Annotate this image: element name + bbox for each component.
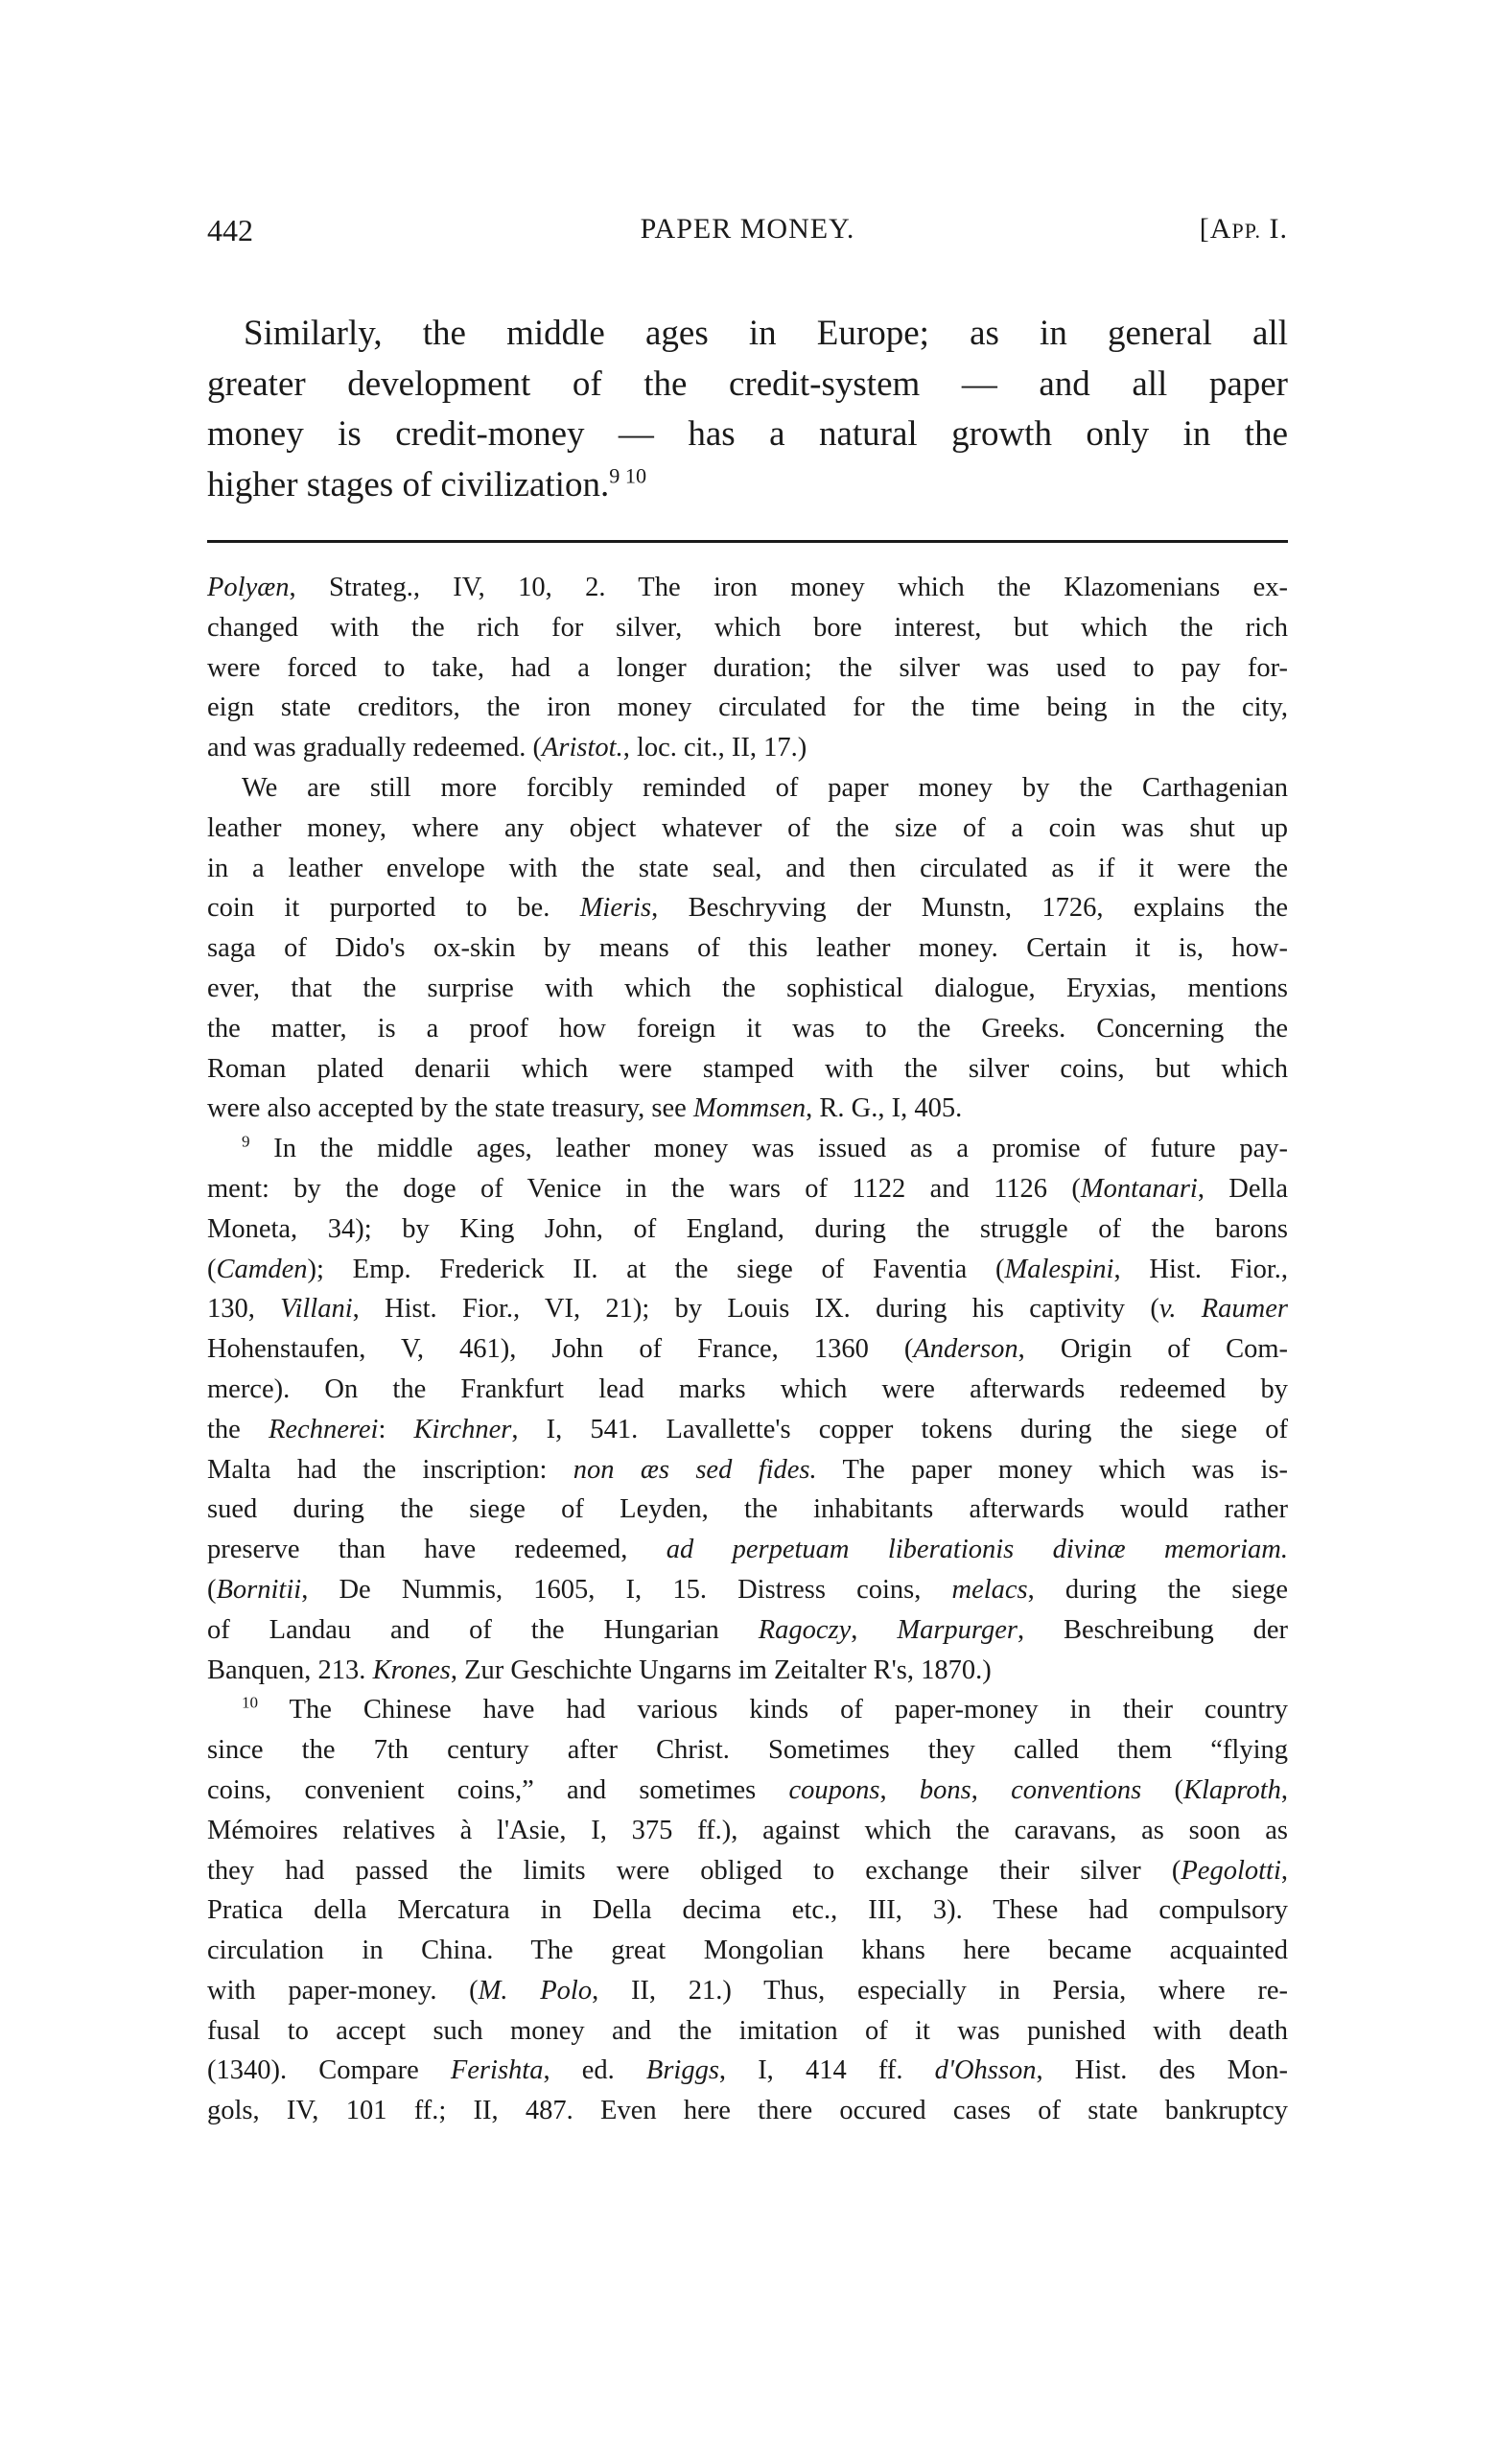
text-run: they had passed the limits were obliged to exchange their silver ( — [207, 1855, 1181, 1886]
italic-run: Rechnerei — [268, 1414, 379, 1444]
text-run: , ed. — [543, 2055, 646, 2086]
text-run: higher stages of civilization. — [207, 464, 610, 505]
text-line — [207, 1370, 1288, 1410]
text-line — [207, 1450, 1288, 1490]
footnotes — [207, 568, 1288, 2131]
text-run: We are still more forcibly reminded of paper money by the Carthagenian — [242, 772, 1288, 803]
text-run: fusal to accept such money and the imitation of it was punished with death — [207, 2015, 1288, 2046]
text-run: leather money, where any object whatever of the size of a coin was shut up — [207, 812, 1288, 843]
footnote-divider — [207, 540, 1288, 543]
italic-run: Kirchner — [413, 1414, 512, 1444]
italic-run: Polyæn — [207, 573, 290, 602]
text-run: , I, 541. Lavallette's copper tokens during the siege of — [511, 1414, 1289, 1444]
text-run: , — [879, 1774, 920, 1805]
text-run: ever, that the surprise with which the sophistical dialogue, Eryxias, mentions — [207, 973, 1288, 1003]
text-run: gols, IV, 101 ff.; II, 487. Even here there occured cases of state bankruptcy — [207, 2096, 1288, 2126]
italic-run: bons — [919, 1774, 971, 1805]
body-paragraph — [207, 309, 1288, 510]
text-line — [207, 1570, 1288, 1610]
footnote-paragraph — [207, 1129, 1288, 1690]
text-run: saga of Dido's ox-skin by means of this leather money. Certain it is, how- — [207, 933, 1288, 964]
text-run: changed with the rich for silver, which bore interest, but which the rich — [207, 612, 1288, 643]
text-run: the matter, is a proof how foreign it was to the Greeks. Concerning the — [207, 1013, 1288, 1044]
footnote-paragraph — [207, 568, 1288, 768]
text-run: ment: by the doge of Venice in the wars of 1122 and 1126 ( — [207, 1173, 1081, 1204]
italic-run: M. Polo — [478, 1975, 593, 2006]
italic-run: Bornitii — [216, 1574, 302, 1605]
text-line — [207, 1771, 1288, 1811]
text-line — [207, 648, 1288, 689]
text-line — [207, 809, 1288, 849]
text-run: Mémoires relatives à l'Asie, I, 375 ff.), against which the caravans, as soon as — [207, 1815, 1288, 1845]
text-run: , — [1280, 1855, 1288, 1886]
text-run: , — [971, 1774, 1012, 1805]
text-line — [207, 1289, 1288, 1329]
text-line — [207, 360, 1288, 411]
text-line — [207, 1329, 1288, 1370]
italic-run: Klaproth — [1183, 1774, 1281, 1805]
text-run: 130, — [207, 1294, 281, 1325]
text-line — [207, 1890, 1288, 1931]
italic-run: Aristot. — [541, 733, 623, 763]
text-run: Pratica della Mercatura in Della decima etc., III, 3). These had compulsory — [207, 1895, 1288, 1926]
text-run: greater development of the credit-system — and all paper — [207, 364, 1288, 404]
text-run: , I, 414 ff. — [718, 2055, 935, 2086]
text-run: Roman plated denarii which were stamped with the silver coins, but which — [207, 1053, 1288, 1084]
italic-run: non æs sed fides. — [573, 1454, 817, 1485]
text-line — [207, 1410, 1288, 1450]
text-run: , — [1280, 1774, 1289, 1805]
text-line — [207, 2051, 1288, 2091]
text-line — [207, 1209, 1288, 1250]
italic-run: Anderson — [913, 1334, 1018, 1365]
text-run: , R. G., I, 405. — [806, 1093, 963, 1124]
text-run: with paper-money. ( — [207, 1975, 479, 2006]
text-run: ( — [207, 1254, 217, 1284]
text-run: coins, convenient coins,” and sometimes — [207, 1774, 789, 1805]
text-run: , Hist. Fior., VI, 21); by Louis IX. during his captivity ( — [352, 1294, 1159, 1325]
text-run: the — [207, 1414, 269, 1444]
text-line — [207, 928, 1288, 969]
footnote-marker: 9 10 — [609, 463, 647, 488]
text-line — [207, 1651, 1288, 1691]
italic-run: Ragoczy — [758, 1614, 852, 1645]
page-number: 442 — [207, 213, 253, 247]
text-run: circulation in China. The great Mongolian khans here became acquainted — [207, 1936, 1288, 1966]
text-line — [207, 1811, 1288, 1851]
text-line — [207, 568, 1288, 608]
text-line — [207, 1169, 1288, 1209]
text-line — [207, 2011, 1288, 2052]
text-run: (1340). Compare — [207, 2055, 451, 2086]
text-line — [207, 1530, 1288, 1570]
text-line — [207, 1250, 1288, 1290]
text-run: of Landau and of the Hungarian — [207, 1614, 759, 1645]
italic-run: Pegolotti — [1181, 1855, 1281, 1886]
text-line — [207, 888, 1288, 928]
text-run: , Strateg., IV, 10, 2. The iron money which the Klazomenians ex- — [289, 573, 1288, 602]
text-line — [207, 768, 1288, 809]
text-line — [207, 410, 1288, 460]
text-run: Malta had the inscription: — [207, 1454, 573, 1485]
italic-run: Villani — [280, 1294, 353, 1325]
text-run: , II, 21.) Thus, especially in Persia, where re- — [592, 1975, 1288, 2006]
italic-run: Mieris — [579, 893, 652, 924]
text-run: Similarly, the middle ages in Europe; as in general all — [244, 314, 1288, 353]
text-run: sued during the siege of Leyden, the inhabitants afterwards would rather — [207, 1494, 1288, 1525]
text-run: , Hist. des Mon- — [1036, 2055, 1288, 2086]
text-run: preserve than have redeemed, — [207, 1535, 667, 1565]
text-run: In the middle ages, leather money was issued as a promise of future pay- — [249, 1134, 1288, 1164]
text-run: , Hist. Fior., — [1113, 1254, 1288, 1284]
text-line — [207, 849, 1288, 889]
text-line — [207, 1931, 1288, 1971]
text-run: were also accepted by the state treasury, see — [207, 1093, 693, 1124]
text-line — [207, 1490, 1288, 1530]
text-line — [207, 1009, 1288, 1049]
running-title: PAPER MONEY. — [640, 213, 855, 245]
text-line — [207, 1129, 1288, 1169]
text-run: Hohenstaufen, V, 461), John of France, 1360 ( — [207, 1334, 914, 1365]
text-run: , — [851, 1614, 898, 1645]
text-line — [207, 1730, 1288, 1771]
section-numeral: I. — [1261, 213, 1288, 245]
text-run: : — [378, 1414, 414, 1444]
italic-run: Krones — [372, 1654, 451, 1685]
text-run: The paper money which was is- — [816, 1454, 1288, 1485]
text-line — [207, 1089, 1288, 1129]
text-line — [207, 460, 1288, 511]
italic-run: Ferishta — [450, 2055, 544, 2086]
text-run: coin it purported to be. — [207, 893, 580, 924]
text-line — [207, 309, 1288, 360]
text-run: The Chinese have had various kinds of paper-money in their country — [258, 1695, 1288, 1725]
main-text — [207, 309, 1288, 510]
footnote-marker: 9 — [242, 1132, 250, 1151]
text-line — [207, 1971, 1288, 2011]
italic-run: ad perpetuam liberationis divinæ memoriam. — [666, 1535, 1288, 1565]
text-line — [207, 1690, 1288, 1730]
text-run: eign state creditors, the iron money circulated for the time being in the city, — [207, 692, 1288, 723]
text-run: in a leather envelope with the state seal, and then circulated as if it were the — [207, 853, 1288, 883]
text-line — [207, 1610, 1288, 1651]
italic-run: Mommsen — [692, 1093, 807, 1124]
text-line — [207, 969, 1288, 1009]
text-run: Moneta, 34); by King John, of England, during the struggle of the barons — [207, 1213, 1288, 1244]
italic-run: Montanari — [1080, 1173, 1198, 1204]
text-run: were forced to take, had a longer duration; the silver was used to pay for- — [207, 652, 1288, 683]
text-line — [207, 2091, 1288, 2131]
italic-run: d'Ohsson — [934, 2055, 1037, 2086]
italic-run: Briggs — [645, 2055, 719, 2086]
text-line — [207, 688, 1288, 728]
italic-run: v. Raumer — [1158, 1294, 1288, 1325]
italic-run: Malespini — [1004, 1254, 1114, 1284]
text-run: , during the siege — [1027, 1574, 1288, 1605]
text-run: ( — [1141, 1774, 1183, 1805]
text-run: , De Nummis, 1605, I, 15. Distress coins, — [301, 1574, 952, 1605]
text-run: since the 7th century after Christ. Sometimes they called them “flying — [207, 1735, 1288, 1766]
italic-run: coupons — [788, 1774, 880, 1805]
text-run: and was gradually redeemed. ( — [207, 733, 542, 763]
text-line — [207, 1851, 1288, 1891]
section-small-caps: PP. — [1231, 219, 1261, 243]
section-label — [1200, 213, 1288, 246]
text-line — [207, 608, 1288, 648]
text-line — [207, 1049, 1288, 1090]
text-run: , Origin of Com- — [1017, 1334, 1288, 1365]
italic-run: melacs — [951, 1574, 1028, 1605]
footnote-paragraph — [207, 1690, 1288, 2131]
section-bracket: [A — [1199, 213, 1232, 245]
footnote-marker: 10 — [242, 1693, 259, 1712]
text-run: , Beschreibung der — [1017, 1614, 1288, 1645]
text-run: , loc. cit., II, 17.) — [622, 733, 807, 763]
text-run: Banquen, 213. — [207, 1654, 373, 1685]
text-run: merce). On the Frankfurt lead marks which were afterwards redeemed by — [207, 1373, 1288, 1404]
footnote-paragraph — [207, 768, 1288, 1129]
text-line — [207, 728, 1288, 768]
text-run: ( — [207, 1574, 217, 1605]
text-run: , Della — [1197, 1173, 1289, 1204]
page-header — [207, 213, 1288, 255]
text-run: ); Emp. Frederick II. at the siege of Faventia ( — [307, 1254, 1005, 1284]
text-run: , Beschryving der Munstn, 1726, explains the — [651, 893, 1288, 924]
text-run: , Zur Geschichte Ungarns im Zeitalter R's, 1870.) — [450, 1654, 992, 1685]
italic-run: Camden — [216, 1254, 308, 1284]
italic-run: conventions — [1011, 1774, 1142, 1805]
italic-run: Marpurger — [897, 1614, 1017, 1645]
text-run: money is credit-money — has a natural growth only in the — [207, 414, 1288, 454]
